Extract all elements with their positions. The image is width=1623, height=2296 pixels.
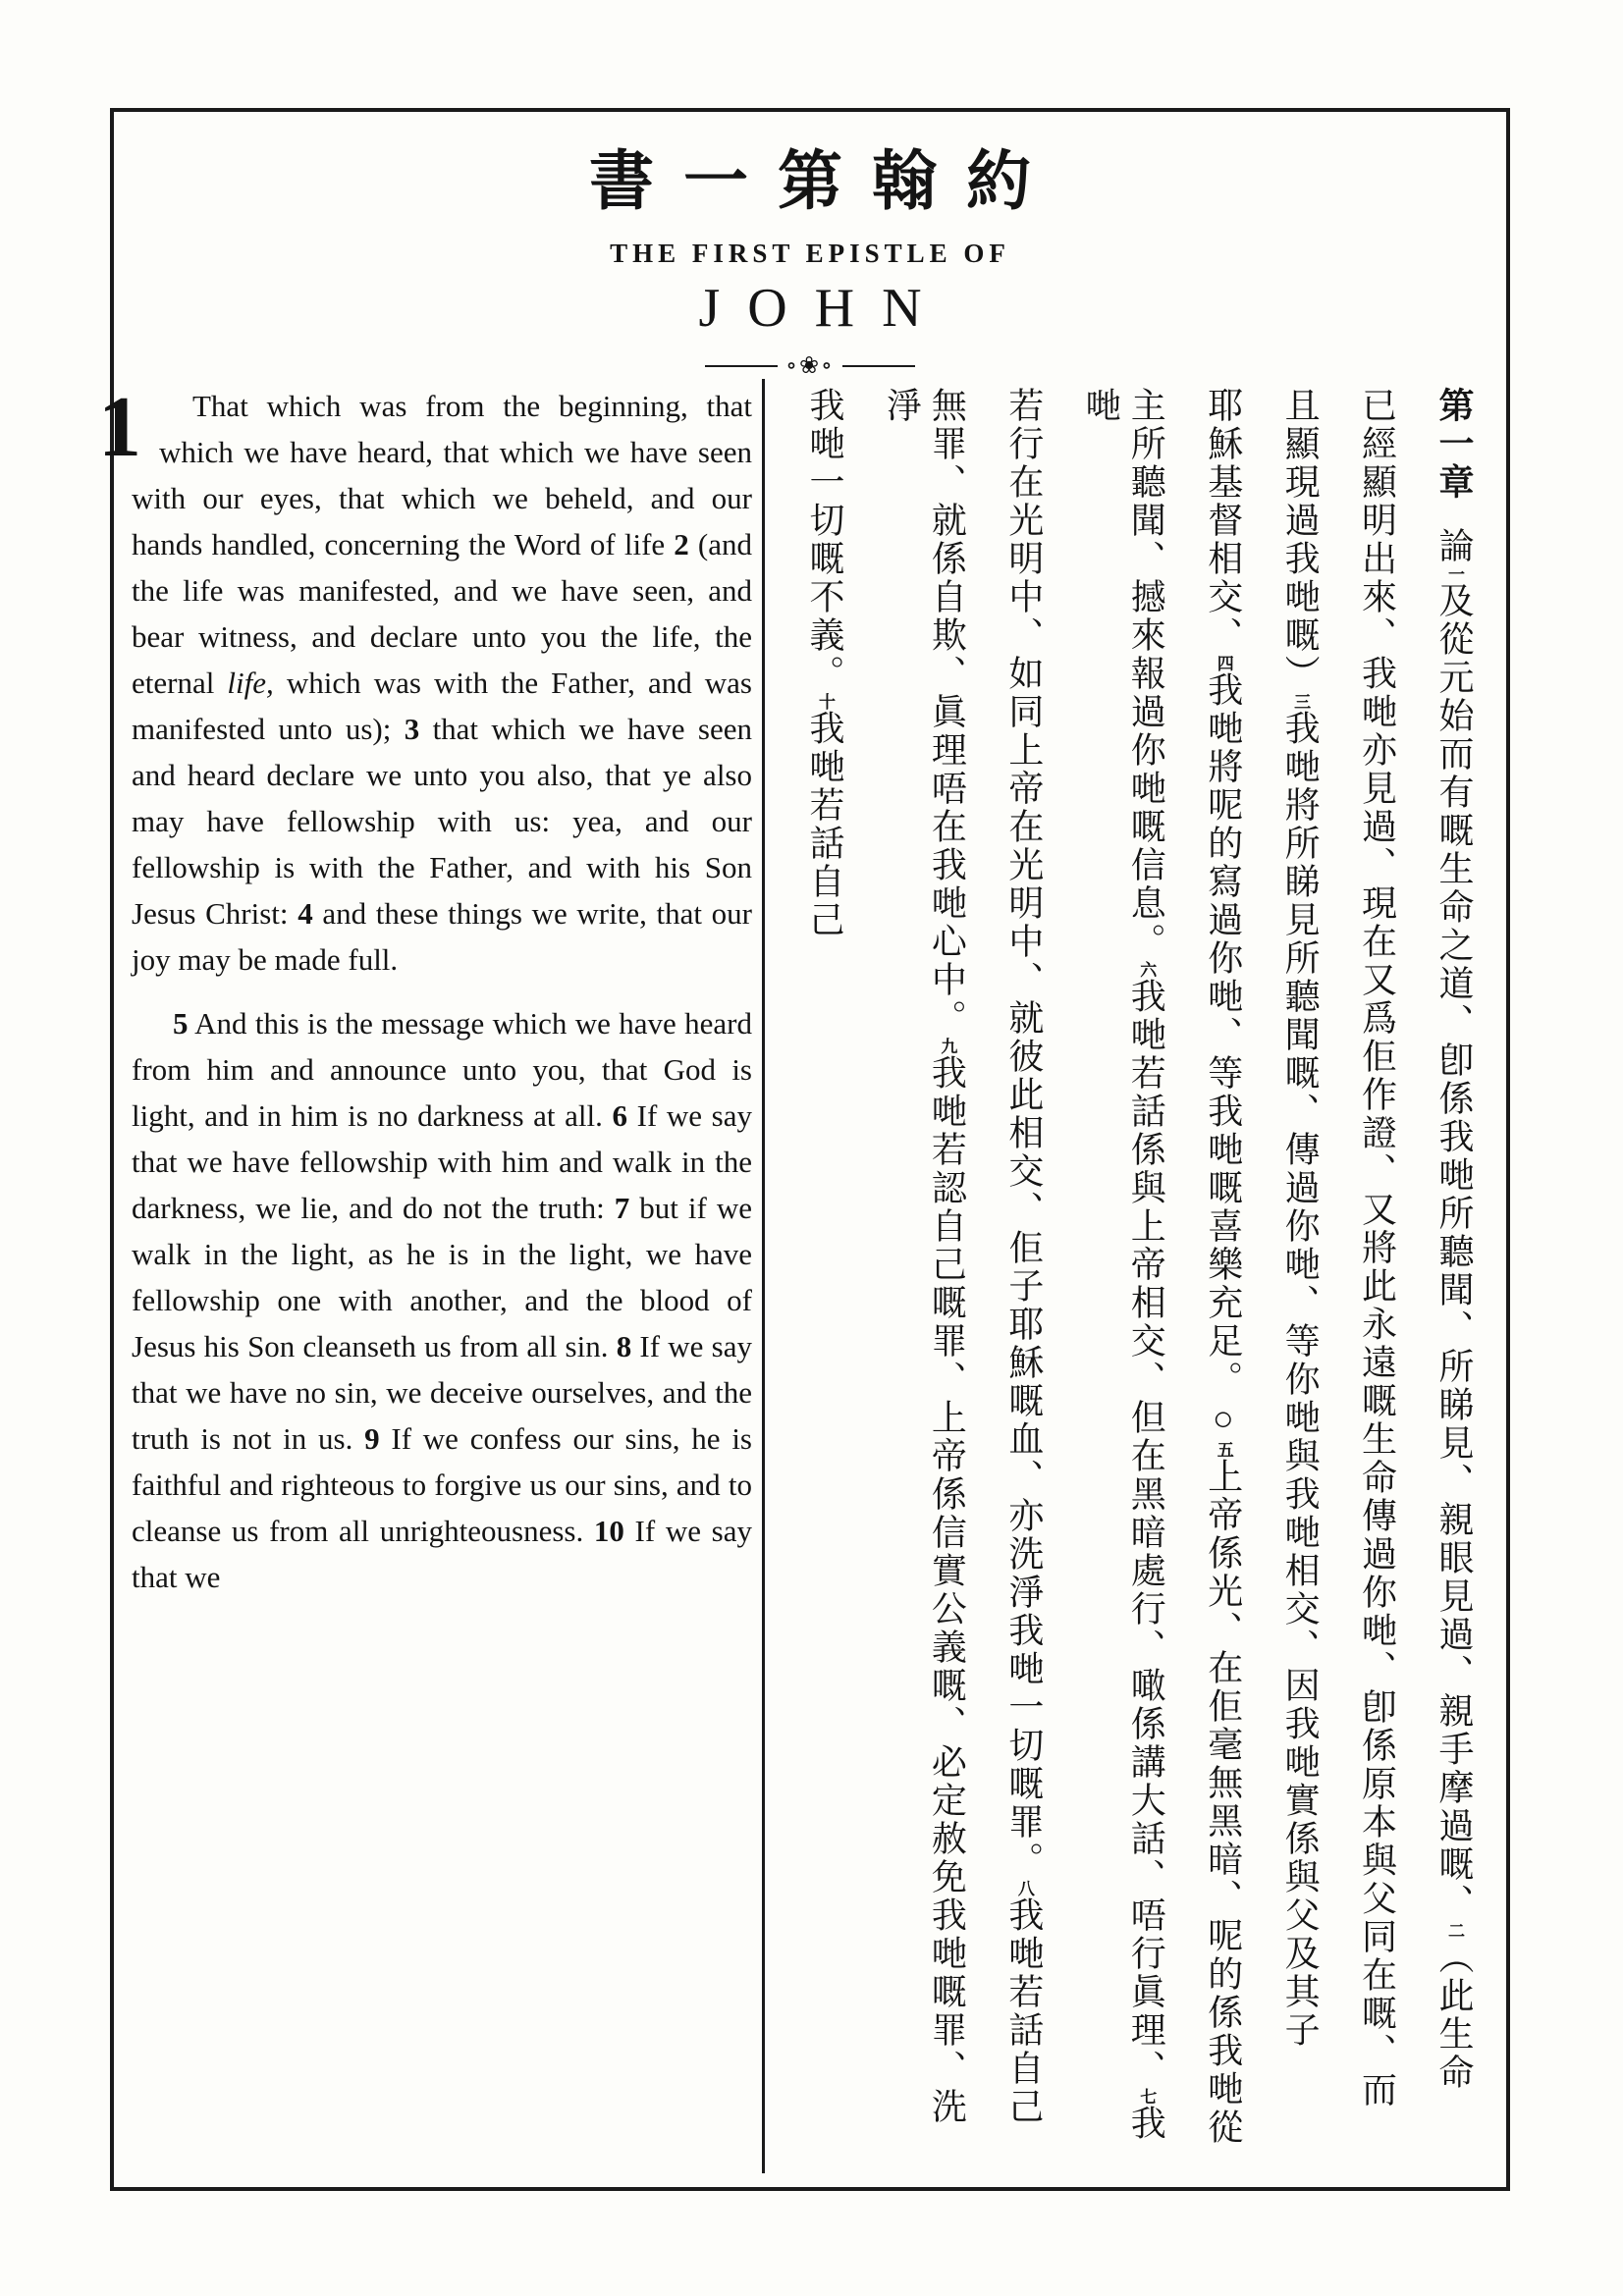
page-header <box>114 112 1506 378</box>
chinese-verse-text: 主所聽聞、撼來報過你哋嘅信息。 <box>1126 387 1166 961</box>
verse-text: that which we have seen and heard declare we unto you also, that ye also may have fellowship with us: yea, and our fellowship is with the Father, and with his Son Jesus Christ: <box>132 712 752 931</box>
chinese-verse-text: 我哋若話自己 <box>805 710 844 939</box>
page-content <box>98 379 1506 2173</box>
chinese-text-column <box>1355 387 1400 2156</box>
verse-text: but if we walk in the light, as he is in the light, we have fellowship one with another, and the blood of Jesus his Son cleanseth us from all sin. <box>132 1191 752 1363</box>
column-divider <box>762 379 765 2173</box>
chinese-verse-text: 且顯現過我哋嘅） <box>1280 387 1321 693</box>
verse-marker: 八 <box>1014 1880 1034 1896</box>
chinese-text-column <box>1201 387 1246 2156</box>
verse-number: 2 <box>674 527 689 561</box>
chinese-verse-text: 我哋一切嘅不義。 <box>805 387 844 693</box>
verse-number: 9 <box>364 1421 380 1456</box>
english-paragraph <box>98 380 752 983</box>
chinese-text <box>802 379 1477 2173</box>
verse-text: And this is the message which we have heard from him and announce unto you, that God is light, and in him is no darkness at all. <box>132 1006 752 1133</box>
chinese-verse-text: 耶穌基督相交、 <box>1203 387 1243 655</box>
verse-number: 5 <box>173 1006 189 1041</box>
divider-ornament <box>114 354 1506 378</box>
chinese-verse-text: 我哋將所睇見所聽聞嘅、傳過你哋、等你哋與我哋相交、因我哋實係與父及其子 <box>1280 710 1321 2050</box>
verse-marker: 三 <box>1291 693 1311 710</box>
chinese-verse-text: 及從元始而有嘅生命之道、卽係我哋所聽聞、所睇見、親眼見過、親手摩過嘅、 <box>1434 582 1474 1922</box>
verse-text: If we confess our sins, he is faithful and righteous to forgive us our sins, and to cleanse us from all unrighteousness. <box>132 1421 752 1548</box>
italic-word: life, <box>227 666 274 700</box>
chinese-text-column <box>879 387 969 2156</box>
verse-text: which was with the Father, and was manifested unto us); <box>132 666 752 746</box>
chinese-verse-text: 我哋若話自己 <box>1003 1896 1044 2126</box>
chinese-text-column <box>802 387 847 2156</box>
verse-text: That which was from the beginning, that which we have heard, that which we have seen with our eyes, that which we beheld, and our hands handled, concerning the Word of life <box>132 389 752 561</box>
chinese-verse-text: 已經顯明出來、我哋亦見過、現在又爲佢作證、又將此永遠嘅生命傳過你哋、卽係原本與父同在嘅、而 <box>1357 387 1397 2109</box>
verse-drop-cap: 1 <box>98 380 141 475</box>
chinese-book-title: 書一第翰約 <box>589 146 1060 218</box>
chinese-verse-text: （此生命 <box>1434 1939 1474 2092</box>
verse-number: 4 <box>298 896 313 931</box>
chinese-text-column <box>1001 387 1047 2156</box>
verse-marker: 五 <box>1214 1441 1233 1458</box>
verse-marker: 六 <box>1137 961 1157 978</box>
ornament-line-left <box>705 365 778 367</box>
verse-marker: 十 <box>816 693 835 710</box>
chapter-heading: 第一章 <box>1434 387 1474 502</box>
english-paragraph <box>132 1000 752 1600</box>
english-text <box>98 379 752 2173</box>
verse-marker: 四 <box>1214 655 1233 671</box>
chinese-verse-text: 我哋 <box>1081 387 1166 2143</box>
verse-marker: 二 <box>1444 1922 1464 1939</box>
verse-number: 6 <box>612 1098 628 1133</box>
chinese-verse-text: 我哋將呢的寫過你哋、等我哋嘅喜樂充足。○ <box>1203 671 1243 1441</box>
verse-text: If we say that we have fellowship with him and walk in the darkness, we lie, and do not the truth: <box>132 1098 752 1225</box>
flower-ornament-icon: ∘❀∘ <box>785 353 835 380</box>
verse-marker: 一 <box>1444 565 1464 582</box>
chinese-text-column <box>1432 387 1477 2156</box>
verse-number: 8 <box>616 1329 632 1363</box>
chinese-text-column <box>1078 387 1168 2156</box>
chinese-text-column <box>1277 387 1323 2156</box>
chinese-verse-text: 上帝係光、在佢毫無黑暗、呢的係我哋從 <box>1203 1458 1243 2147</box>
verse-number: 7 <box>614 1191 630 1225</box>
chinese-verse-text: 若行在光明中、如同上帝在光明中、就彼此相交、佢子耶穌嘅血、亦洗淨我哋一切嘅罪。 <box>1003 387 1044 1880</box>
chinese-verse-text: 我哋若認自己嘅罪、上帝係信實公義嘅、必定赦免我哋嘅罪、洗淨 <box>882 387 967 2126</box>
verse-text: If we say that we have no sin, we deceive ourselves, and the truth is not in us. <box>132 1329 752 1456</box>
verse-text: (and the life was manifested, and we have seen, and bear witness, and declare unto you the life, the eternal <box>132 527 752 700</box>
chinese-verse-text: 無罪、就係自欺、眞理唔在我哋心中。 <box>927 387 967 1038</box>
verse-number: 10 <box>593 1514 624 1548</box>
verse-marker: 九 <box>938 1038 957 1054</box>
verse-marker: 七 <box>1137 2088 1157 2105</box>
verse-text: and these things we write, that our joy may be made full. <box>132 896 752 977</box>
epistle-subtitle: THE FIRST EPISTLE OF <box>610 238 1010 268</box>
page-frame <box>98 108 1510 2191</box>
english-book-title: JOHN <box>698 277 949 339</box>
chinese-verse-text: 我哋若話係與上帝相交、但在黑暗處行、噉係講大話、唔行眞理、 <box>1126 978 1166 2088</box>
ornament-line-right <box>842 365 915 367</box>
verse-number: 3 <box>404 712 420 746</box>
chinese-verse-text: 論 <box>1434 527 1474 565</box>
verse-text: If we say that we <box>132 1514 752 1594</box>
